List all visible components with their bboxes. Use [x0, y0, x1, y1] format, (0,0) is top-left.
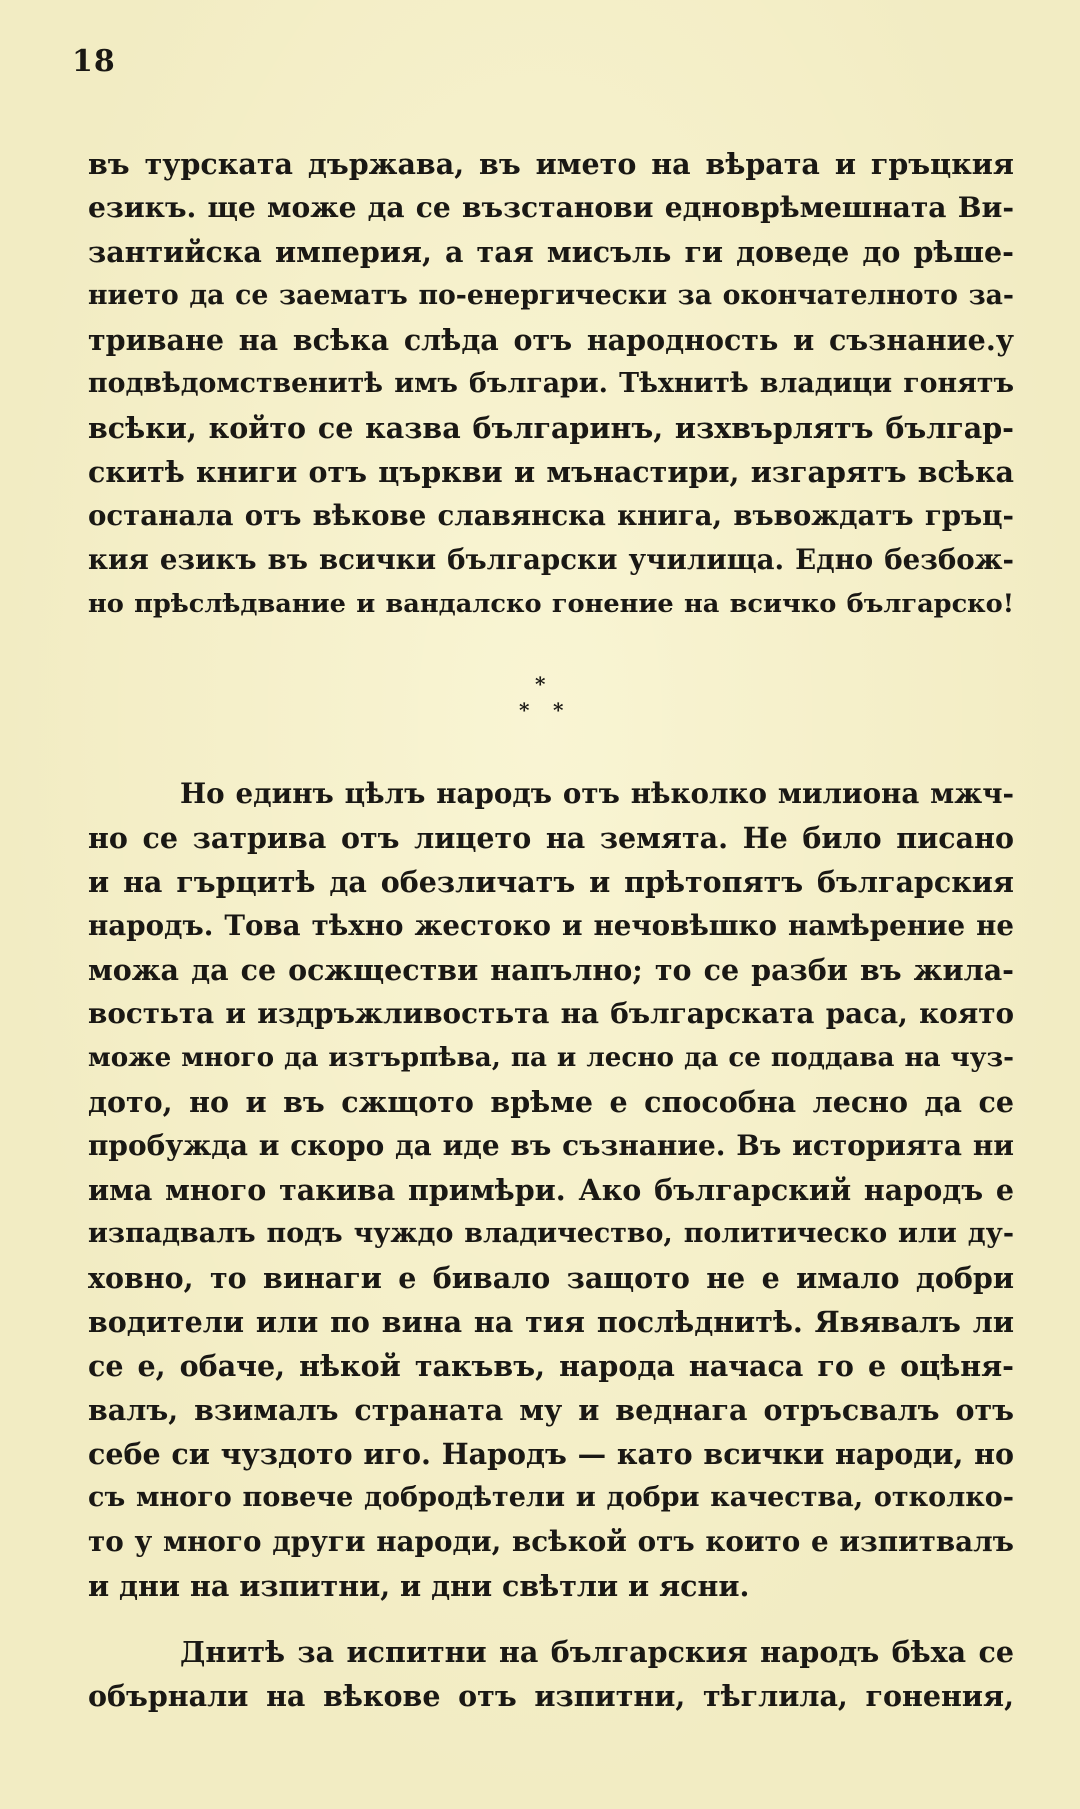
text-line: нието да се заематъ по-енергически за окончателното за-	[88, 280, 1014, 311]
text-line: езикъ. ще може да се възстанови едноврѣмешната Ви-	[88, 191, 1014, 224]
text-line: ховно, то винаги е бивало защото не е имало добри	[88, 1261, 1014, 1295]
text-line: има много такива примѣри. Ако българский народъ е	[88, 1173, 1014, 1207]
section-separator	[0, 672, 1080, 732]
text-line: Но единъ цѣлъ народъ отъ нѣколко милиона мжч-	[180, 777, 1014, 810]
asterisk-icon: *	[519, 698, 530, 722]
text-line: изпадвалъ подъ чуждо владичество, политическо или ду-	[88, 1218, 1014, 1249]
text-line: съ много повече добродѣтели и добри качества, отколко-	[88, 1482, 1014, 1513]
text-line: то у много други народи, всѣкой отъ които е изпитвалъ	[88, 1525, 1014, 1558]
text-line: всѣки, който се казва българинъ, изхвърлятъ българ-	[88, 411, 1014, 445]
text-line: водители или по вина на тия послѣднитѣ. Явявалъ ли	[88, 1305, 1014, 1339]
text-line: подвѣдомственитѣ имъ българи. Тѣхнитѣ владици гонятъ	[88, 368, 1014, 399]
text-line: и на гърцитѣ да обезличатъ и прѣтопятъ българския	[88, 865, 1014, 899]
text-line: и дни на изпитни, и дни свѣтли и ясни.	[88, 1569, 750, 1603]
text-line: кия езикъ въ всички български училища. Едно безбож-	[88, 543, 1014, 576]
paragraph-3	[88, 1630, 1014, 1718]
text-line: пробужда и скоро да иде въ съзнание. Въ историята ни	[88, 1129, 1014, 1162]
page-number: 18	[72, 44, 116, 79]
text-line: триване на всѣка слѣда отъ народность и съзнание.у	[88, 323, 1014, 357]
asterisk-icon: *	[553, 698, 564, 722]
text-line: Днитѣ за испитни на българския народъ бѣха се	[180, 1635, 1014, 1669]
text-line: останала отъ вѣкове славянска книга, въвождатъ гръц-	[88, 499, 1014, 532]
text-line: народъ. Това тѣхно жестоко и нечовѣшко намѣрение не	[88, 909, 1014, 942]
paragraph-2	[88, 772, 1014, 1608]
asterisk-icon: *	[535, 672, 546, 696]
text-line: себе си чуздото иго. Народъ — като всички народи, но	[88, 1437, 1014, 1471]
text-line: можа да се осжществи напълно; то се разби въ жила-	[88, 953, 1014, 987]
text-line: валъ, взималъ страната му и веднага отръсвалъ отъ	[88, 1393, 1014, 1427]
text-line: скитѣ книги отъ църкви и мънастири, изгарятъ всѣка	[88, 455, 1014, 489]
text-line: въ турската държава, въ името на вѣрата и гръцкия	[88, 147, 1014, 181]
text-line: зантийска империя, а тая мисъль ги доведе до рѣше-	[88, 235, 1014, 269]
text-line: востьта и издръжливостьта на българската раса, която	[88, 997, 1014, 1030]
text-line: обърнали на вѣкове отъ изпитни, тѣглила, гонения,	[88, 1679, 1014, 1713]
text-line: дото, но и въ сжщото врѣме е способна лесно да се	[88, 1085, 1014, 1119]
text-line: но прѣслѣдвание и вандалско гонение на всичко българско!	[88, 589, 1014, 619]
paragraph-1	[88, 142, 1014, 626]
text-line: но се затрива отъ лицето на земята. Не било писано	[88, 821, 1014, 855]
text-line: се е, обаче, нѣкой такъвъ, народа начаса го е оцѣня-	[88, 1349, 1014, 1383]
text-line: може много да изтърпѣва, па и лесно да се поддава на чуз-	[88, 1042, 1014, 1073]
